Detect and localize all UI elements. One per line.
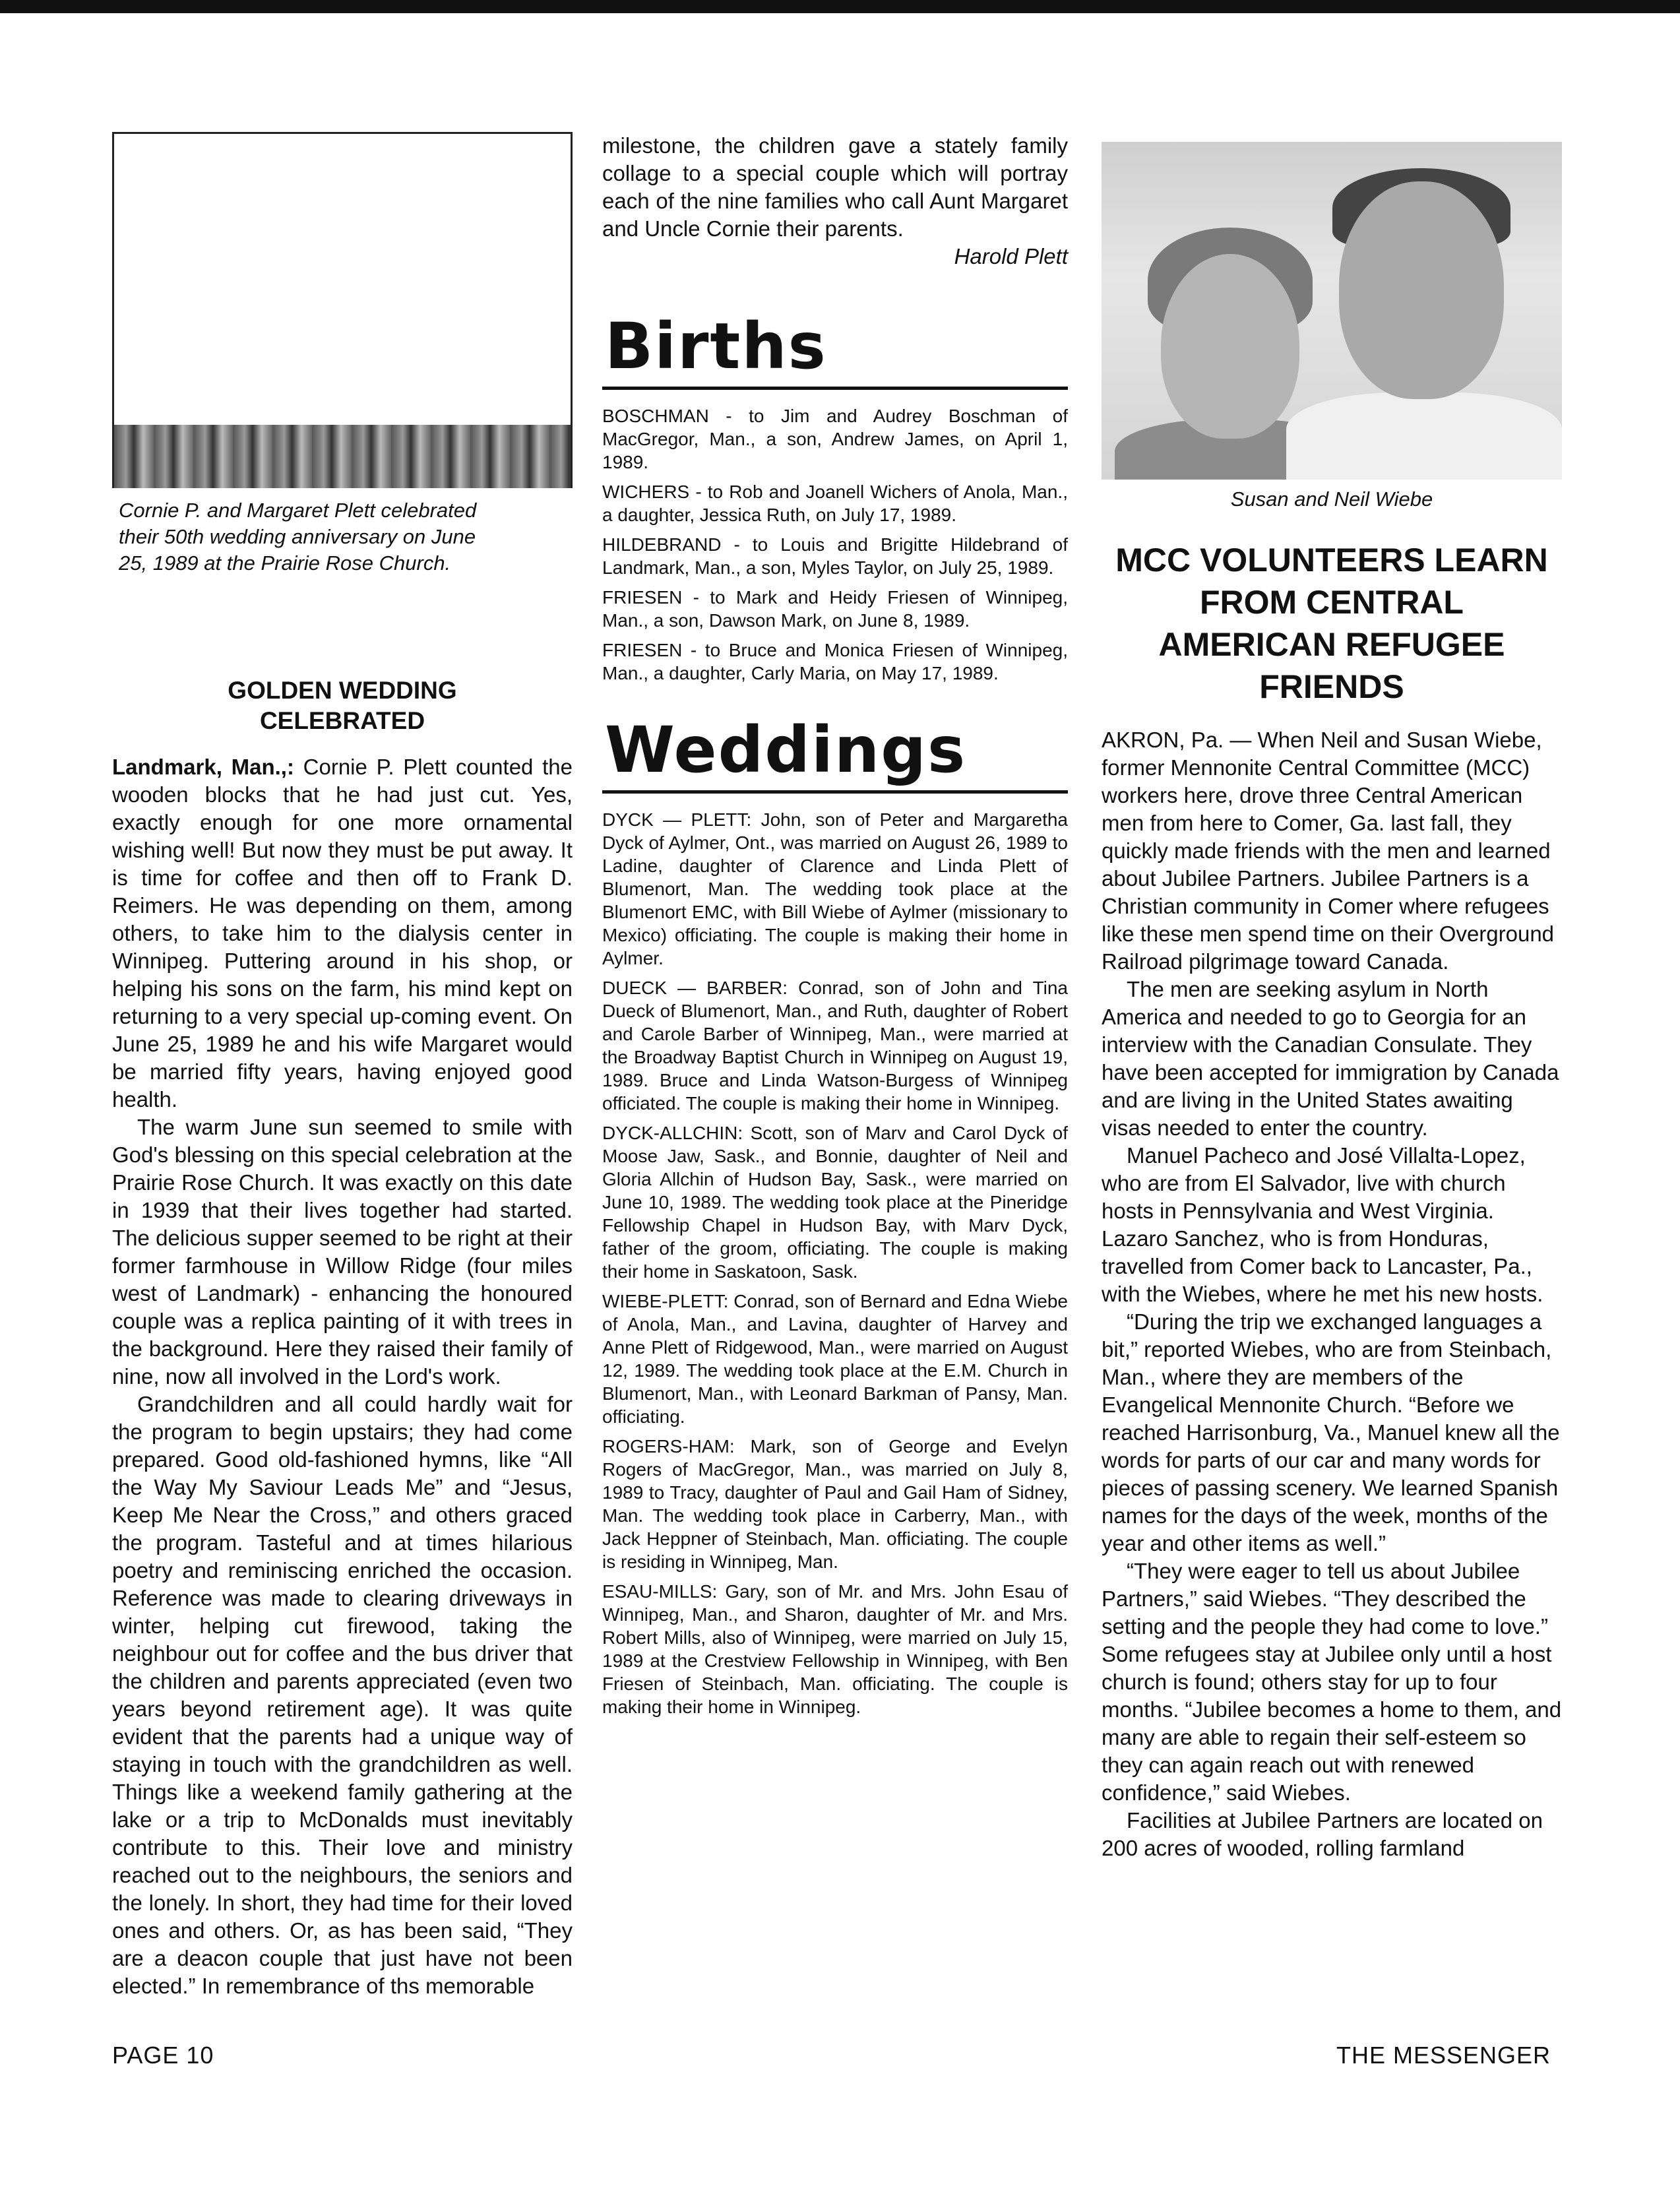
golden-wedding-article xyxy=(112,753,573,2000)
section-rule xyxy=(602,790,1068,794)
article-paragraph: The warm June sun seemed to smile with God's blessing on this special celebration at the Prairie Rose Church. It was exactly on this date in 1939 that their lives together had started. The delicious supper seemed to be right at their former farmhouse in Willow Ridge (four miles west of Landmark) - enhancing the honoured couple was a replica painting of it with trees in the background. Here they raised their family of nine, now all involved in the Lord's work. xyxy=(112,1115,573,1389)
paragraph-text: Cornie P. Plett counted the wooden blocks that he had just cut. Yes, exactly enough for one more ornamental wishing well! But now they must be put away. It is time for coffee and then off to Frank D. Reimers. He was depending on them, among others, to take him to the dialysis center in Winnipeg. Puttering around in his shop, or helping his sons on the farm, his mind kept on returning to a very special up-coming event. On June 25, 1989 he and his wife Margaret would be married fifty years, having enjoyed good health. xyxy=(112,755,573,1112)
wedding-entry: DUECK — BARBER: Conrad, son of John and Tina Dueck of Blumenort, Man., and Ruth, daughter of Robert and Carole Barber of Winnipeg, Man., were married at the Broadway Baptist Church in Winnipeg on August 19, 1989. Bruce and Linda Watson-Burgess of Winnipeg officiated. The couple is making their home in Winnipeg. xyxy=(602,978,1068,1113)
column-golden-wedding xyxy=(112,132,573,2000)
wiebe-photo-caption: Susan and Neil Wiebe xyxy=(1230,487,1433,511)
caption-line: 25, 1989 at the Prairie Rose Church. xyxy=(119,551,451,575)
wedding-entry: WIEBE-PLETT: Conrad, son of Bernard and Edna Wiebe of Anola, Man., and Lavina, daughter of Harvey and Anne Plett of Ridgewood, Man., were married on August 12, 1989. The wedding took place at the E.M. Church in Blumenort, Man., with Leonard Barkman of Pansy, Man. officiating. xyxy=(602,1291,1068,1427)
photo-shape xyxy=(1161,254,1299,439)
birth-entry: FRIESEN - to Mark and Heidy Friesen of Winnipeg, Man., a son, Dawson Mark, on June 8, 1989. xyxy=(602,587,1068,631)
page-top-border xyxy=(0,0,1680,13)
golden-wedding-headline xyxy=(112,675,573,736)
wedding-entry: ESAU-MILLS: Gary, son of Mr. and Mrs. John Esau of Winnipeg, Man., and Sharon, daughter of Mr. and Mrs. Robert Mills, also of Winnipeg, were married on July 15, 1989 at the Crestview Fellowship in Winnipeg, with Ben Friesen of Steinbach, Man. officiating. The couple is making their home in Winnipeg. xyxy=(602,1581,1068,1717)
article-paragraph: Facilities at Jubilee Partners are located on 200 acres of wooded, rolling farmland xyxy=(1102,1808,1543,1860)
flower-arrangement-image xyxy=(114,425,571,488)
anniversary-photo xyxy=(112,132,573,488)
page-number: PAGE 10 xyxy=(112,2042,214,2069)
birth-entry: BOSCHMAN - to Jim and Audrey Boschman of MacGregor, Man., a son, Andrew James, on April 1, 1989. xyxy=(602,406,1068,472)
birth-entry: FRIESEN - to Bruce and Monica Friesen of Winnipeg, Man., a daughter, Carly Maria, on May 17, 1989. xyxy=(602,640,1068,683)
article-paragraph: Grandchildren and all could hardly wait for the program to begin upstairs; they had come prepared. Good old-fashioned hymns, like “All the Way My Saviour Leads Me” and “Jesus, Keep Me Near the Cross,” and others graced the program. Tasteful and at times hilarious poetry and reminiscing enriched the occasion. Reference was made to clearing driveways in winter, helping cut firewood, taking the neighbour out for coffee and the bus driver that the children and parents appreciated (even two years beyond retirement age). It was quite evident that the parents had a unique way of staying in touch with the grandchildren as well. Things like a weekend family gathering at the lake or a trip to McDonalds must inevitably contribute to this. Their love and ministry reached out to the neighbours, the seniors and the lonely. In short, they had time for their loved ones and others. Or, as has been said, “They are a deacon couple that just have not been elected.” In remembrance of ths memorable xyxy=(112,1392,573,1998)
column-births-weddings xyxy=(602,132,1068,1725)
headline-line: FRIENDS xyxy=(1259,668,1404,705)
article-paragraph xyxy=(112,753,573,1113)
birth-entry: WICHERS - to Rob and Joanell Wichers of Anola, Man., a daughter, Jessica Ruth, on July 17, 1989. xyxy=(602,482,1068,525)
wedding-entry: DYCK — PLETT: John, son of Peter and Margaretha Dyck of Aylmer, Ont., was married on August 26, 1989 to Ladine, daughter of Clarence and Linda Plett of Blumenort, Man. The wedding took place at the Blumenort EMC, with Bill Wiebe of Aylmer (missionary to Mexico) officiating. The couple is making their home in Aylmer. xyxy=(602,809,1068,968)
weddings-title: Weddings xyxy=(605,713,967,787)
births-title: Births xyxy=(605,309,827,383)
wedding-entry: DYCK-ALLCHIN: Scott, son of Marv and Carol Dyck of Moose Jaw, Sask., and Bonnie, daughter of Neil and Gloria Allchin of Hudson Bay, Sask., were married on June 10, 1989. The wedding took place at the Pineridge Fellowship Chapel in Hudson Bay, with Marv Dyck, father of the groom, officiating. The couple is making their home in Saskatoon, Sask. xyxy=(602,1123,1068,1282)
article-paragraph: The men are seeking asylum in North America and needed to go to Georgia for an interview with the Canadian Consulate. They have been accepted for immigration by Canada and are living in the United States awaiting visas needed to enter the country. xyxy=(1102,977,1559,1140)
column-mcc-volunteers xyxy=(1102,142,1562,1862)
article-paragraph: “They were eager to tell us about Jubilee Partners,” said Wiebes. “They described the setting and the people they had come to love.” Some refugees stay at Jubilee only until a host church is found; others stay for up to four months. “Jubilee becomes a home to them, and many are able to regain their self-esteem so they can again reach out with renewed confidence,” said Wiebes. xyxy=(1102,1559,1562,1805)
headline-line: FROM CENTRAL xyxy=(1200,584,1464,621)
headline-line: AMERICAN REFUGEE xyxy=(1158,626,1505,663)
publication-name: THE MESSENGER xyxy=(1336,2042,1551,2069)
caption-line: their 50th wedding anniversary on June xyxy=(119,525,476,548)
anniversary-photo-caption xyxy=(119,497,566,577)
wedding-entry: ROGERS-HAM: Mark, son of George and Evelyn Rogers of MacGregor, Man., was married on July 8, 1989 to Tracy, daughter of Paul and Gail Ham of Sidney, Man. The wedding took place in Carberry, Man., with Jack Heppner of Steinbach, Man. officiating. The couple is residing in Winnipeg, Man. xyxy=(602,1436,1068,1572)
photo-shape xyxy=(1286,392,1562,480)
caption-line: Cornie P. and Margaret Plett celebrated xyxy=(119,499,477,522)
photo-shape xyxy=(1339,181,1504,399)
mcc-headline xyxy=(1102,539,1562,708)
article-paragraph: AKRON, Pa. — When Neil and Susan Wiebe, former Mennonite Central Committee (MCC) workers here, drove three Central American men from here to Comer, Ga. last fall, they quickly made friends with the men and learned about Jubilee Partners. Jubilee Partners is a Christian community in Comer where refugees like these men spend time on their Overground Railroad pilgrimage toward Canada. xyxy=(1102,728,1555,974)
golden-wedding-continuation xyxy=(602,132,1068,243)
author-signature: Harold Plett xyxy=(954,244,1068,268)
birth-entry: HILDEBRAND - to Louis and Brigitte Hildebrand of Landmark, Man., a son, Myles Taylor, on July 25, 1989. xyxy=(602,534,1068,578)
mcc-article xyxy=(1102,726,1562,1862)
weddings-list xyxy=(602,808,1068,1718)
dateline: Landmark, Man.,: xyxy=(112,755,294,779)
headline-line: CELEBRATED xyxy=(259,707,425,734)
article-paragraph: Manuel Pacheco and José Villalta-Lopez, who are from El Salvador, live with church hosts in Pennsylvania and West Virginia. Lazaro Sanchez, who is from Honduras, travelled from Comer back to Lancaster, Pa., with the Wiebes, where he met his new hosts. xyxy=(1102,1143,1543,1306)
headline-line: MCC VOLUNTEERS LEARN xyxy=(1115,542,1548,579)
wiebe-couple-photo xyxy=(1102,142,1562,480)
headline-line: GOLDEN WEDDING xyxy=(228,677,457,704)
births-list xyxy=(602,404,1068,685)
article-paragraph: milestone, the children gave a stately family collage to a special couple which will portray each of the nine families who call Aunt Margaret and Uncle Cornie their parents. xyxy=(602,133,1068,241)
section-rule xyxy=(602,387,1068,390)
article-paragraph: “During the trip we exchanged languages a bit,” reported Wiebes, who are from Steinbach, Man., where they are members of the Evangelical Mennonite Church. “Before we reached Harrisonburg, Va., Manuel knew all the words for parts of our car and many words for pieces of passing scenery. We learned Spanish names for the days of the week, months of the year and other items as well.” xyxy=(1102,1309,1560,1555)
